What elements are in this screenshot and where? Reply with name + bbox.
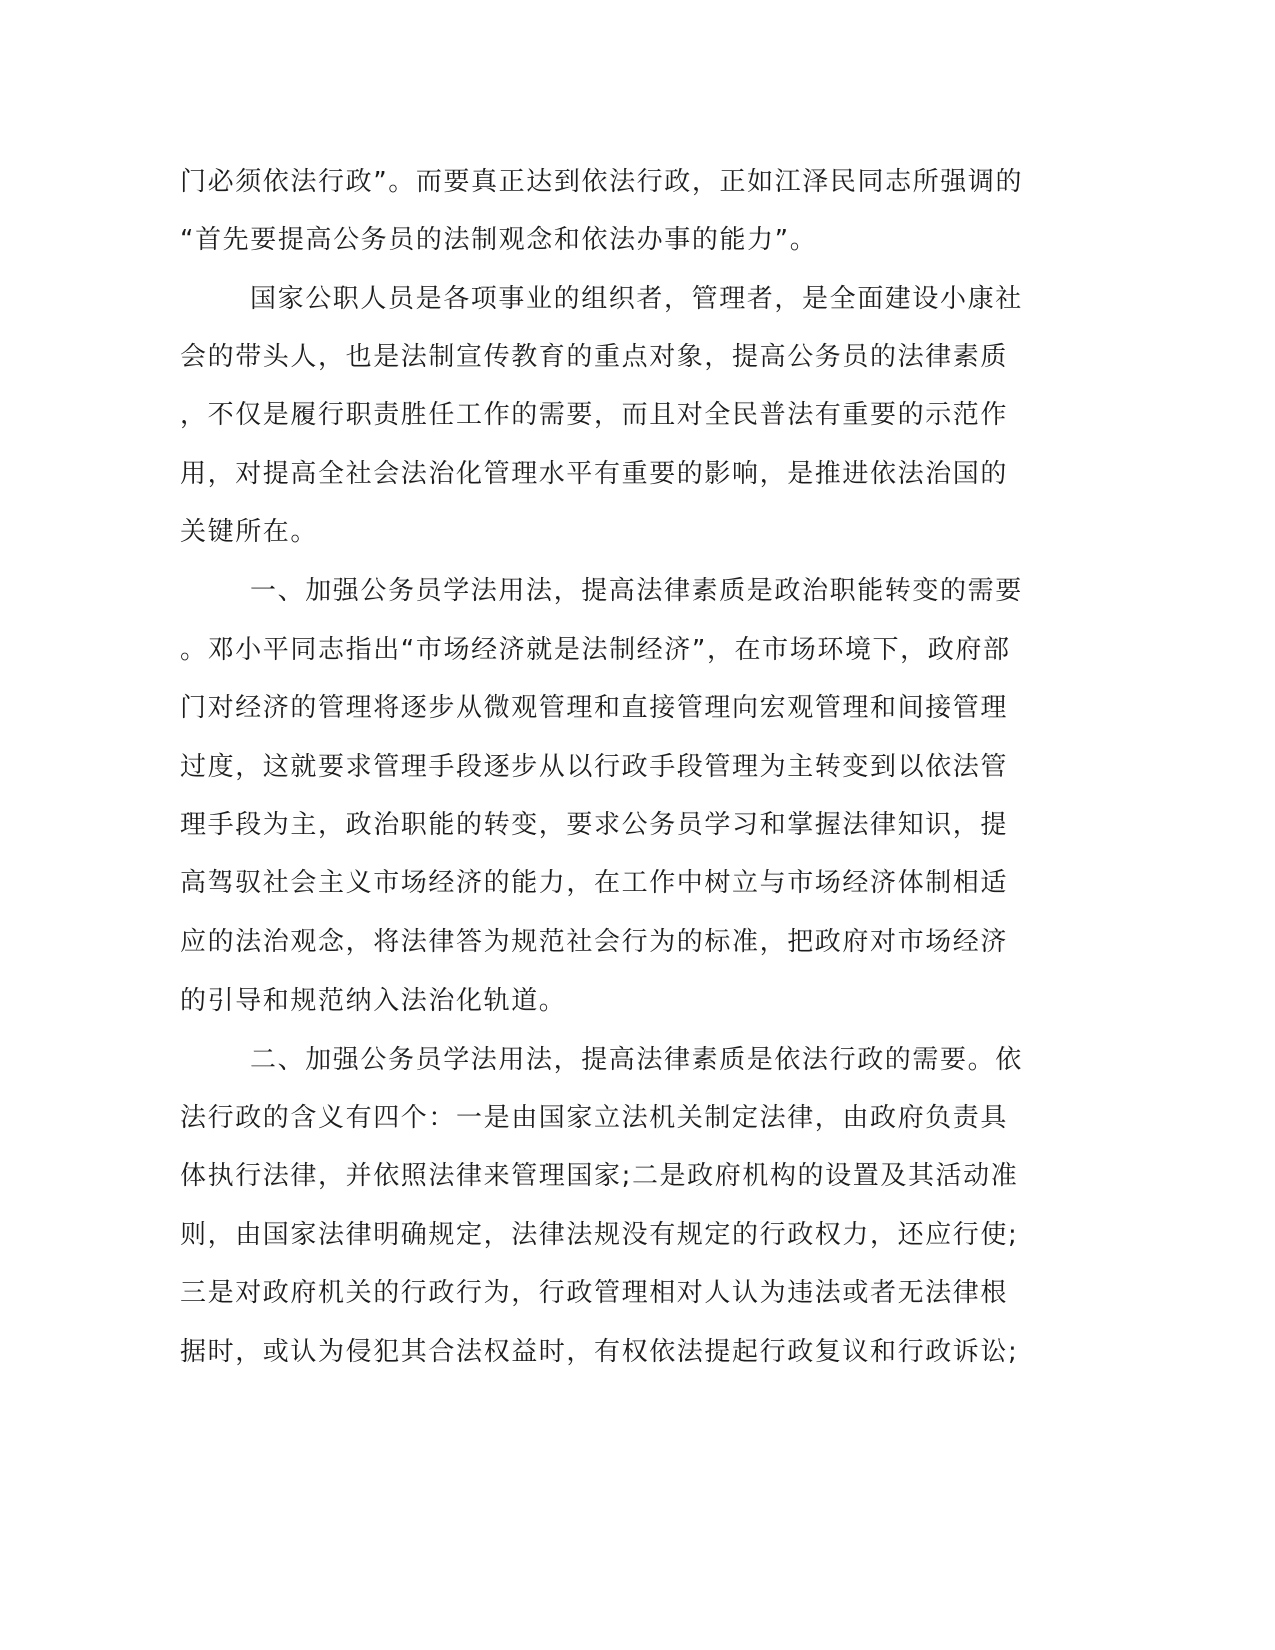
text-line: 三是对政府机关的行政行为，行政管理相对人认为违法或者无法律根	[180, 1278, 1009, 1308]
text-line: 门对经济的管理将逐步从微观管理和直接管理向宏观管理和间接管理	[180, 693, 1009, 723]
paragraph-start-line: 一、加强公务员学法用法，提高法律素质是政治职能转变的需要	[250, 576, 1023, 606]
text-line: ，不仅是履行职责胜任工作的需要，而且对全民普法有重要的示范作	[180, 400, 1009, 430]
text-line: 用，对提高全社会法治化管理水平有重要的影响，是推进依法治国的	[180, 459, 1009, 489]
text-line: 。邓小平同志指出“市场经济就是法制经济”，在市场环境下，政府部	[180, 635, 1011, 665]
text-line: 法行政的含义有四个：一是由国家立法机关制定法律，由政府负责具	[180, 1103, 1009, 1133]
text-line: 过度，这就要求管理手段逐步从以行政手段管理为主转变到以依法管	[180, 752, 1009, 782]
text-line: 应的法治观念，将法律答为规范社会行为的标准，把政府对市场经济	[180, 927, 1009, 957]
text-line: 关键所在。	[180, 517, 319, 547]
text-line: 则，由国家法律明确规定，法律法规没有规定的行政权力，还应行使;	[180, 1220, 1019, 1250]
text-line: 理手段为主，政治职能的转变，要求公务员学习和掌握法律知识，提	[180, 810, 1009, 840]
paragraph-start-line: 国家公职人员是各项事业的组织者，管理者，是全面建设小康社	[250, 284, 1023, 314]
paragraph-start-line: 二、加强公务员学法用法，提高法律素质是依法行政的需要。依	[250, 1045, 1023, 1075]
text-line: 的引导和规范纳入法治化轨道。	[180, 986, 567, 1016]
text-line: “首先要提高公务员的法制观念和依法办事的能力”。	[180, 225, 818, 255]
text-line: 体执行法律，并依照法律来管理国家;二是政府机构的设置及其活动准	[180, 1161, 1019, 1191]
text-line: 高驾驭社会主义市场经济的能力，在工作中树立与市场经济体制相适	[180, 868, 1009, 898]
text-line: 会的带头人，也是法制宣传教育的重点对象，提高公务员的法律素质	[180, 342, 1009, 372]
text-line: 据时，或认为侵犯其合法权益时，有权依法提起行政复议和行政诉讼;	[180, 1337, 1019, 1367]
text-line: 门必须依法行政”。而要真正达到依法行政，正如江泽民同志所强调的	[180, 167, 1024, 197]
